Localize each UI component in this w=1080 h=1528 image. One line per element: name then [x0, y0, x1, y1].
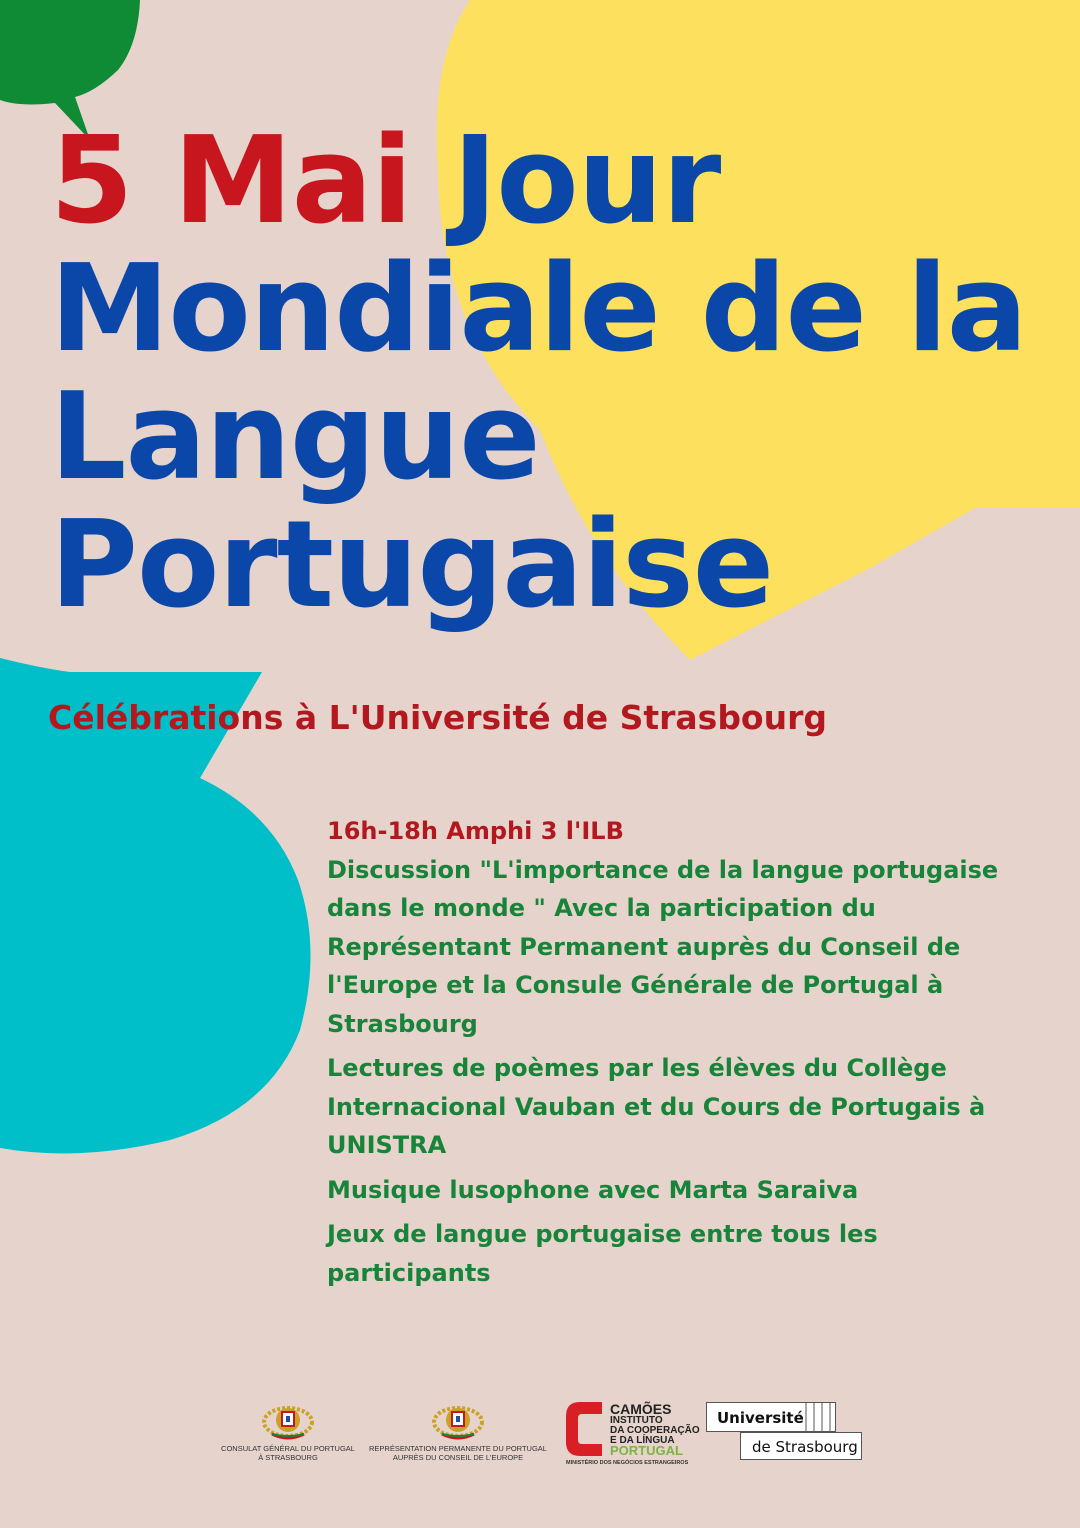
portugal-coat-of-arms-icon [428, 1398, 488, 1440]
camoes-line1: INSTITUTO [610, 1415, 663, 1426]
program-time-place: 16h-18h Amphi 3 l'ILB [327, 817, 624, 845]
representation-caption: REPRÉSENTATION PERMANENTE DU PORTUGAL AUPRÈS DU CONSEIL DE L'EUROPE [369, 1444, 547, 1462]
title-date: 5 Mai [50, 112, 412, 251]
poster-title [50, 112, 1027, 635]
camoes-line3: E DA LÍNGUA [610, 1435, 675, 1446]
camoes-logo-text [566, 1401, 700, 1468]
unistra-logo-bottom: de Strasbourg [740, 1432, 862, 1460]
portugal-coat-of-arms-icon [258, 1398, 318, 1440]
program-item: Musique lusophone avec Marta Saraiva [327, 1175, 859, 1204]
unistra-logo-top: Université [706, 1402, 836, 1432]
consulat-caption: CONSULAT GÉNÉRAL DU PORTUGAL À STRASBOURG [221, 1444, 355, 1462]
camoes-c-icon [566, 1402, 606, 1456]
title-line2: Mondiale de la [50, 240, 1027, 379]
camoes-line2: DA COOPERAÇÃO [610, 1425, 700, 1436]
camoes-name: CAMÕES [610, 1401, 672, 1417]
program-item: Lectures de poèmes par les élèves du Collège Internacional Vauban et du Cours de Portugais à UNISTRA [327, 1054, 986, 1159]
title-line3: Langue [50, 368, 540, 507]
program-block [327, 812, 1027, 1298]
consulat-logo [218, 1398, 358, 1462]
subtitle: Célébrations à L'Université de Strasbourg [48, 698, 827, 737]
title-line4: Portugaise [50, 496, 774, 635]
camoes-ministry: MINISTÉRIO DOS NEGÓCIOS ESTRANGEIROS [566, 1460, 689, 1466]
title-line1: Jour [452, 112, 721, 251]
unistra-stripes-icon [802, 1402, 838, 1432]
camoes-country: PORTUGAL [610, 1443, 683, 1458]
representation-logo [360, 1398, 556, 1462]
program-item: Jeux de langue portugaise entre tous les participants [327, 1220, 878, 1287]
program-item: Discussion "L'importance de la langue portugaise dans le monde " Avec la participation du Représentant Permanent auprès du Conseil de l'Europe et la Consule Générale de Portugal à Strasbourg [327, 855, 999, 1038]
